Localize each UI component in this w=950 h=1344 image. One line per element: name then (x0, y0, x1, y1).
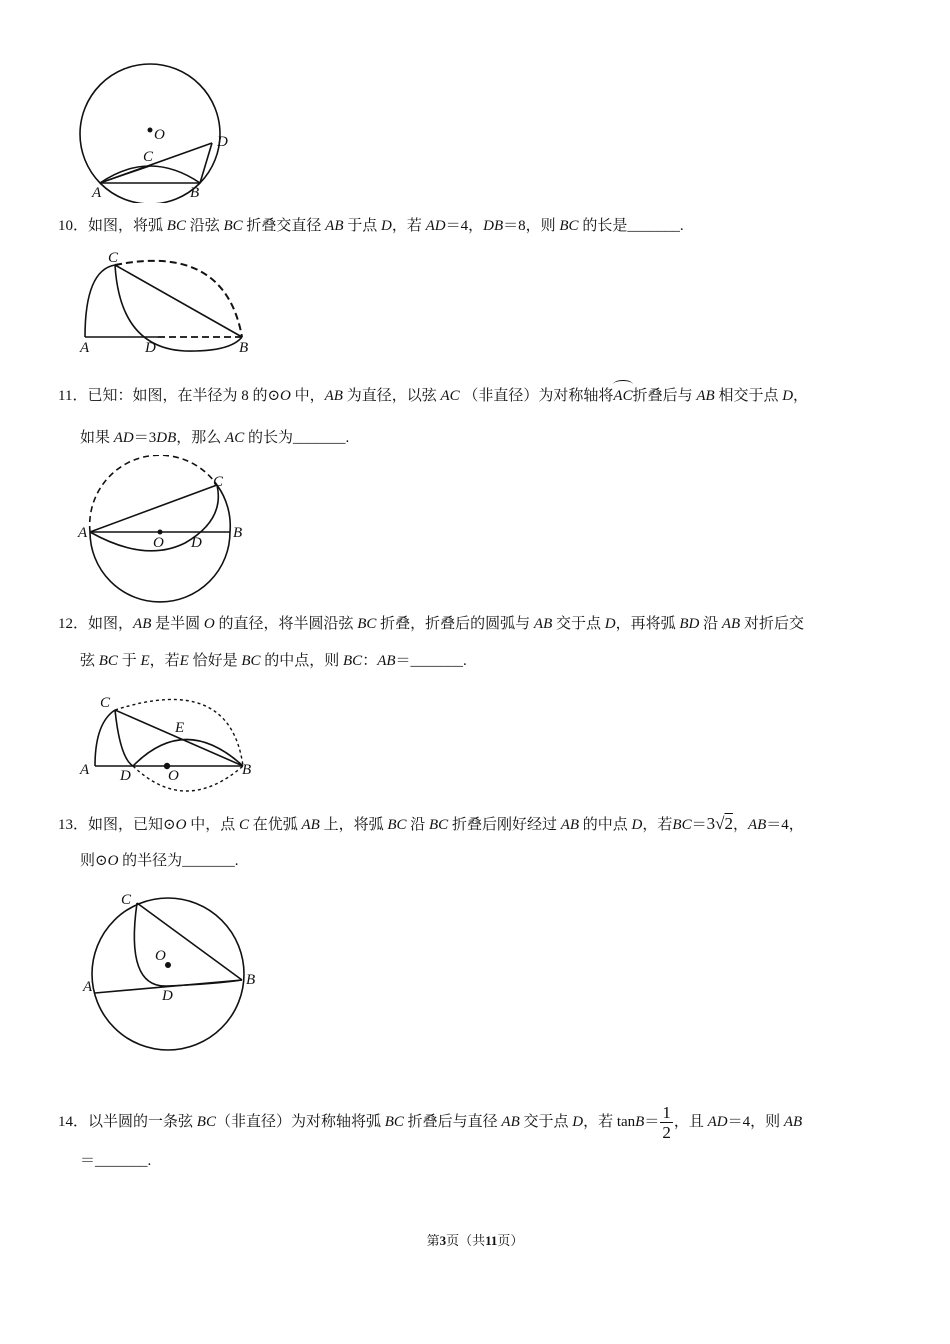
label-A: A (83, 979, 93, 995)
label-O: O (154, 127, 165, 143)
label-B: B (242, 762, 252, 778)
figure-q11 (75, 455, 260, 605)
question-12: 12．如图，AB 是半圆 O 的直径，将半圆沿弦 BC 折叠，折叠后的圆弧与 AB 交于点 D，再将弧 BD 沿 AB 对折后交 弦 BC 于 E，若E 恰好是 BC 的中点，则 BC：AB＝_______. (58, 616, 804, 669)
label-B: B (233, 525, 243, 541)
label-C: C (108, 250, 119, 266)
figure-q10 (75, 248, 260, 360)
label-A: A (92, 185, 102, 201)
label-B: B (239, 340, 249, 356)
answer-blank[interactable]: _______ (95, 1153, 148, 1169)
label-C: C (143, 149, 154, 165)
figure-q12 (75, 688, 265, 800)
answer-blank[interactable]: _______ (182, 853, 235, 869)
answer-blank[interactable]: _______ (627, 218, 680, 234)
label-O: O (155, 948, 166, 964)
question-14: 14．以半圆的一条弦 BC（非直径）为对称轴将弧 BC 折叠后与直径 AB 交于点 D，若 tanB＝ $\frac{1}{2}$ ，且 AD＝4，则 AB ＝_______. (58, 1103, 803, 1169)
label-A: A (78, 525, 88, 541)
figure-q9 (70, 58, 250, 203)
label-D: D (120, 768, 131, 784)
label-C: C (100, 695, 111, 711)
sqrt-expression: 3√2 (706, 814, 733, 833)
label-C: C (213, 474, 224, 490)
question-13: 13．如图，已知⊙O 中，点 C 在优弧 AB 上，将弧 BC 沿 BC 折叠后刚好经过 AB 的中点 D，若BC＝3√2，AB＝4， 则⊙O 的半径为_______. (58, 814, 804, 869)
label-E: E (175, 720, 185, 736)
label-A: A (80, 762, 90, 778)
fraction: $\frac{1}{2}$ (662, 1103, 671, 1142)
question-11: 11．已知：如图，在半径为 8 的⊙O 中，AB 为直径，以弦 AC （非直径）为对称轴将AC折叠后与 AB 相交于点 D， 如果 AD＝3DB，那么 AC 的长为_______. (58, 388, 809, 446)
label-B: B (190, 185, 200, 201)
label-D: D (162, 988, 173, 1004)
question-10: 10．如图，将弧 BC 沿弦 BC 折叠交直径 AB 于点 D，若 AD＝4，DB＝8，则 BC 的长是_______. (58, 218, 684, 234)
label-O: O (168, 768, 179, 784)
page-footer: 第3页（共11页） (426, 1233, 524, 1248)
label-D: D (145, 340, 156, 356)
answer-blank[interactable]: _______ (292, 430, 346, 446)
label-B: B (246, 972, 256, 988)
label-D: D (217, 134, 228, 150)
label-D: D (191, 535, 202, 551)
label-C: C (121, 892, 132, 908)
label-A: A (80, 340, 90, 356)
label-O: O (153, 535, 164, 551)
answer-blank[interactable]: _______ (410, 653, 464, 669)
figure-q13 (75, 888, 265, 1068)
